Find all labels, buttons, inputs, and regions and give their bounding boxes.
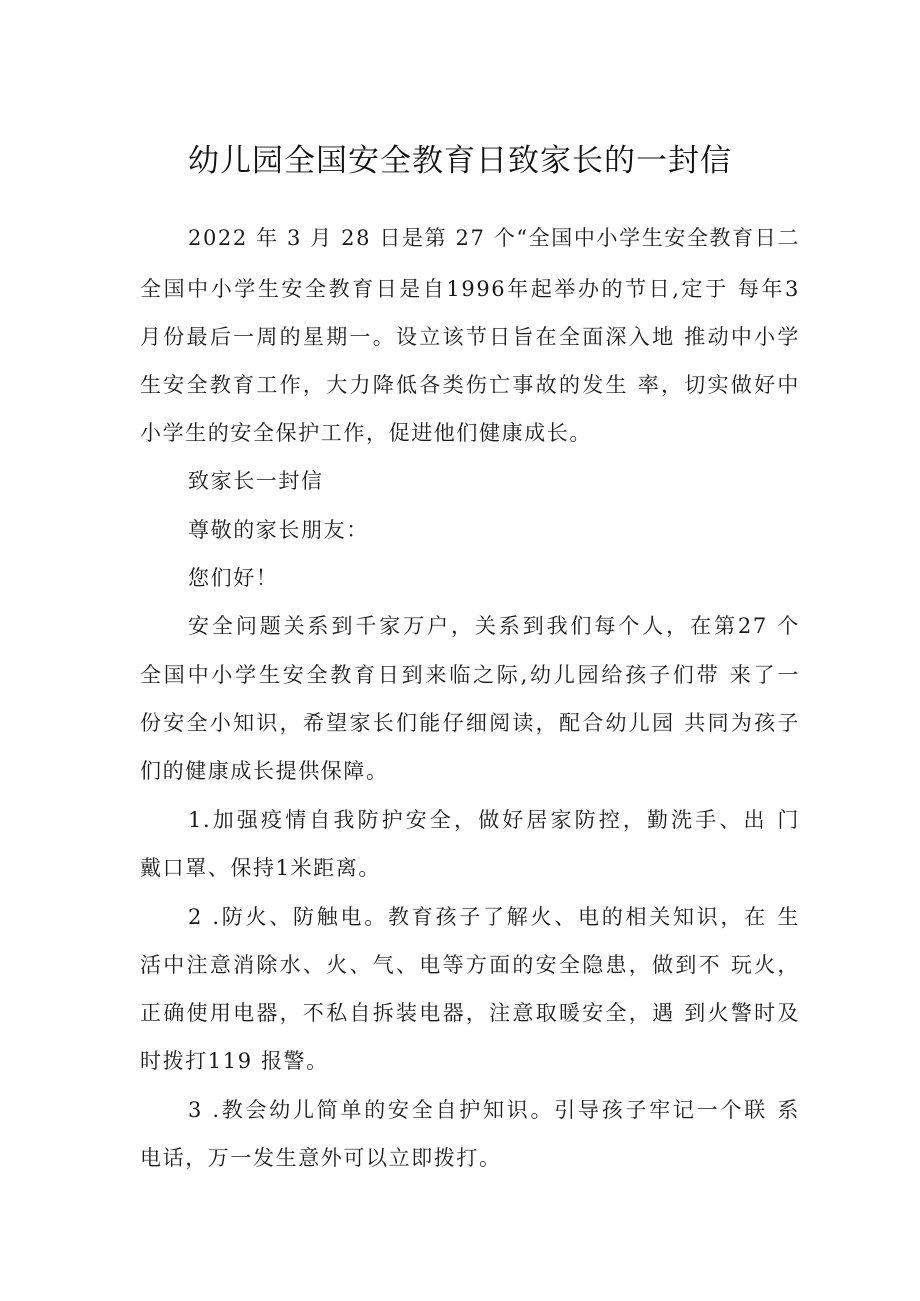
paragraph-line: 全国中小学生安全教育日是自1996年起举办的节日,定于 每年3	[140, 277, 800, 301]
paragraph-line: 生安全教育工作，大力降低各类伤亡事故的发生 率，切实做好中	[140, 373, 800, 397]
paragraph-line: 小学生的安全保护工作，促进他们健康成长。	[140, 421, 592, 445]
paragraph-line: 安全问题关系到千家万户，关系到我们每个人，在第27 个	[188, 614, 800, 638]
paragraph-line: 全国中小学生安全教育日到来临之际,幼儿园给孩子们带 来了一	[140, 663, 800, 687]
paragraph-line: 活中注意消除水、火、气、电等方面的安全隐患，做到不 玩火，	[140, 953, 800, 977]
paragraph-line: 1.加强疫情自我防护安全，做好居家防控，勤洗手、出 门	[188, 808, 800, 832]
document-title: 幼儿园全国安全教育日致家长的一封信	[188, 143, 732, 179]
paragraph-line: 正确使用电器，不私自拆装电器，注意取暖安全，遇 到火警时及	[140, 1001, 800, 1025]
greeting: 您们好！	[188, 566, 279, 590]
paragraph-line: 3 .教会幼儿简单的安全自护知识。引导孩子牢记一个联 系	[188, 1098, 800, 1122]
paragraph-line: 份安全小知识，希望家长们能仔细阅读，配合幼儿园 共同为孩子	[140, 711, 800, 735]
paragraph-line: 2022 年 3 月 28 日是第 27 个“全国中小学生安全教育日二	[188, 226, 800, 250]
paragraph-line: 2 .防火、防触电。教育孩子了解火、电的相关知识，在 生	[188, 905, 800, 929]
paragraph-line: 们的健康成长提供保障。	[140, 759, 389, 783]
letter-heading: 致家长一封信	[188, 469, 324, 493]
salutation: 尊敬的家长朋友：	[188, 518, 369, 542]
paragraph-line: 月份最后一周的星期一。设立该节日旨在全面深入地 推动中小学	[140, 325, 800, 349]
paragraph-line: 戴口罩、保持1米距离。	[140, 856, 381, 880]
paragraph-line: 电话，万一发生意外可以立即拨打。	[140, 1146, 502, 1170]
paragraph-line: 时拨打119 报警。	[140, 1049, 329, 1073]
